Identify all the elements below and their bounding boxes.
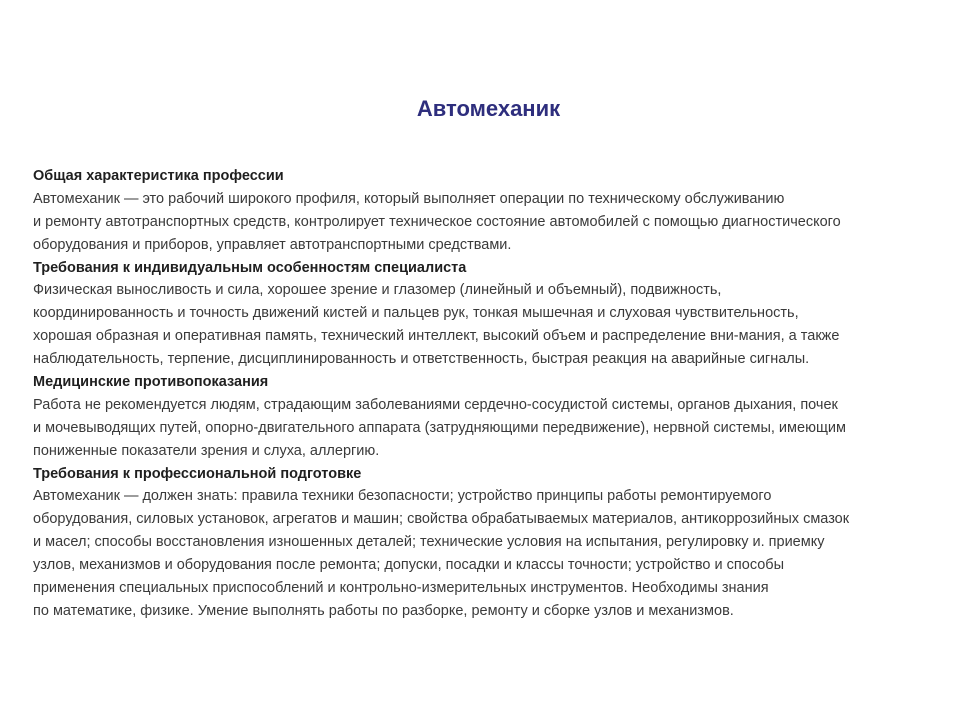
text-line: оборудования и приборов, управляет автотранспортными средствами. [33, 236, 512, 253]
text-line: и мочевыводящих путей, опорно-двигательного аппарата (затрудняющими передвижение), нервной системы, имеющим [33, 419, 846, 436]
text-line: пониженные показатели зрения и слуха, аллергию. [33, 442, 380, 459]
text-line: Физическая выносливость и сила, хорошее зрение и глазомер (линейный и объемный), подвижность, [33, 282, 722, 299]
section-heading: Требования к профессиональной подготовке [33, 465, 362, 482]
text-line: Автомеханик — должен знать: правила техники безопасности; устройство принципы работы ремонтируемого [33, 488, 772, 505]
text-line: хорошая образная и оперативная память, технический интеллект, высокий объем и распределение вни-мания, а также [33, 328, 840, 345]
text-line: применения специальных приспособлений и контрольно-измерительных инструментов. Необходимы знания [33, 580, 769, 597]
text-line: и масел; способы восстановления изношенных деталей; технические условия на испытания, регулировку и. приемку [33, 534, 825, 551]
text-line: Работа не рекомендуется людям, страдающим заболеваниями сердечно-сосудистой системы, органов дыхания, почек [33, 396, 838, 413]
text-line: по математике, физике. Умение выполнять работы по разборке, ремонту и сборке узлов и механизмов. [33, 602, 734, 619]
document-body [33, 165, 945, 623]
section-heading: Общая характеристика профессии [33, 168, 284, 184]
text-line: Автомеханик — это рабочий широкого профиля, который выполняет операции по техническому обслуживанию [33, 190, 785, 207]
text-line: наблюдательность, терпение, дисциплинированность и ответственность, быстрая реакция на аварийные сигналы. [33, 351, 810, 368]
text-line: координированность и точность движений кистей и пальцев рук, тонкая мышечная и слуховая чувствительность, [33, 305, 799, 322]
text-line: оборудования, силовых установок, агрегатов и машин; свойства обрабатываемых материалов, антикоррозийных смазок [33, 511, 850, 528]
text-line: узлов, механизмов и оборудования после ремонта; допуски, посадки и классы точности; устройство и способы [33, 557, 785, 574]
section-heading: Требования к индивидуальным особенностям специалиста [33, 259, 467, 276]
text-line: и ремонту автотранспортных средств, контролирует техническое состояние автомобилей с помощью диагностического [33, 213, 841, 230]
page-title: Автомеханик [416, 96, 561, 121]
section-heading: Медицинские противопоказания [33, 374, 269, 391]
